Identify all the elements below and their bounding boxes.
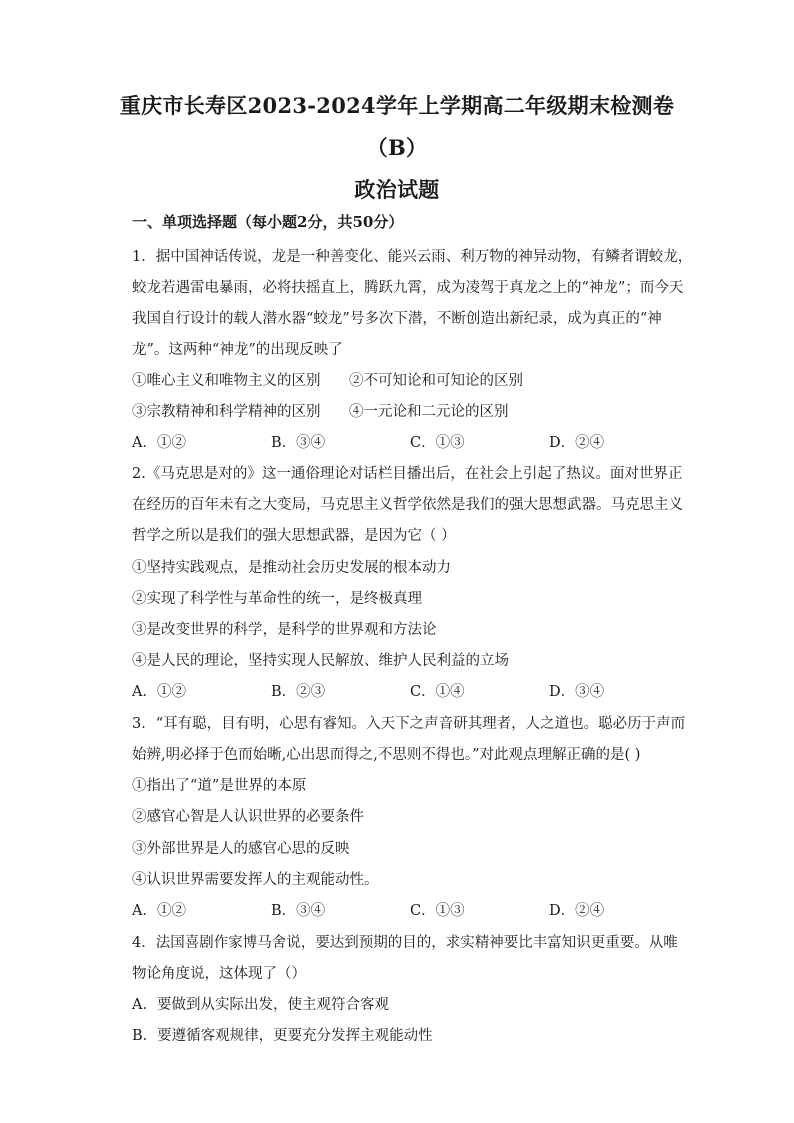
q1-item: ④一元论和二元论的区别 xyxy=(349,404,509,420)
q1-stem-line: 蛟龙若遇雷电暴雨，必将扶摇直上，腾跃九霄，成为凌驾于真龙之上的“神龙”；而今天 xyxy=(132,280,684,296)
q2-options xyxy=(132,680,692,700)
q1-items-row xyxy=(132,369,692,389)
q3-stem-line: 始辨,明必择于色而始晰,心出思而得之,不思则不得也。”对此观点理解正确的是( ) xyxy=(132,747,641,763)
q3-option-c[interactable]: C．①③ xyxy=(410,903,465,919)
q3-options xyxy=(132,899,692,919)
q1-stem-line: 龙”。这两种“神龙”的出现反映了 xyxy=(132,342,343,358)
q2-option-a[interactable]: A．①② xyxy=(132,684,186,700)
q1-options xyxy=(132,431,692,451)
q1-option-a[interactable]: A．①② xyxy=(132,435,186,451)
q4-stem-line: 物论角度说，这体现了（） xyxy=(132,966,306,982)
q3-option-a[interactable]: A．①② xyxy=(132,903,186,919)
q1-item: ③宗教精神和科学精神的区别 xyxy=(132,404,321,420)
q3-option-b[interactable]: B．③④ xyxy=(271,903,326,919)
q1-items-row xyxy=(132,400,692,420)
section-heading: 一、单项选择题（每小题2分，共50分） xyxy=(132,213,404,231)
q1-option-b[interactable]: B．③④ xyxy=(271,435,326,451)
q1-option-d[interactable]: D．②④ xyxy=(549,435,605,451)
q3-item: ④认识世界需要发挥人的主观能动性。 xyxy=(132,872,379,888)
q2-option-b[interactable]: B．②③ xyxy=(271,684,326,700)
q4-option-b[interactable]: B．要遵循客观规律，更要充分发挥主观能动性 xyxy=(132,1028,433,1044)
q1-stem-line: 我国自行设计的载人潜水器“蛟龙”号多次下潜，不断创造出新纪录，成为真正的“神 xyxy=(132,311,662,327)
q4-stem-line: 4．法国喜剧作家博马舍说，要达到预期的目的，求实精神要比丰富知识更重要。从唯 xyxy=(132,935,678,951)
exam-version: （B） xyxy=(366,135,428,160)
q2-stem-line: 哲学之所以是我们的强大思想武器，是因为它（ ） xyxy=(132,528,456,544)
exam-title: 重庆市长寿区2023-2024学年上学期高二年级期末检测卷 xyxy=(119,93,675,118)
q2-item: ③是改变世界的科学，是科学的世界观和方法论 xyxy=(132,622,437,638)
q2-item: ①坚持实践观点，是推动社会历史发展的根本动力 xyxy=(132,560,451,576)
q3-item: ①指出了“道”是世界的本原 xyxy=(132,778,307,794)
q1-item: ①唯心主义和唯物主义的区别 xyxy=(132,373,321,389)
q1-stem-line: 1．据中国神话传说，龙是一种善变化、能兴云雨、利万物的神异动物，有鳞者谓蛟龙， xyxy=(132,249,693,265)
q2-stem-line: 2.《马克思是对的》这一通俗理论对话栏目播出后，在社会上引起了热议。面对世界正 xyxy=(132,466,683,482)
exam-subject: 政治试题 xyxy=(354,177,440,202)
q2-item: ②实现了科学性与革命性的统一，是终极真理 xyxy=(132,591,422,607)
q3-item: ③外部世界是人的感官心思的反映 xyxy=(132,841,350,857)
q2-option-d[interactable]: D．③④ xyxy=(549,684,605,700)
q2-item: ④是人民的理论，坚持实现人民解放、维护人民利益的立场 xyxy=(132,653,509,669)
q2-stem-line: 在经历的百年未有之大变局，马克思主义哲学依然是我们的强大思想武器。马克思主义 xyxy=(132,497,683,513)
q3-stem-line: 3．“耳有聪，目有明，心思有睿知。入天下之声音研其理者，人之道也。聪必历于声而 xyxy=(132,716,686,732)
q3-item: ②感官心智是人认识世界的必要条件 xyxy=(132,809,364,825)
q1-item: ②不可知论和可知论的区别 xyxy=(349,373,523,389)
q3-option-d[interactable]: D．②④ xyxy=(549,903,605,919)
q2-option-c[interactable]: C．①④ xyxy=(410,684,465,700)
q4-option-a[interactable]: A．要做到从实际出发，使主观符合客观 xyxy=(132,997,389,1013)
q1-option-c[interactable]: C．①③ xyxy=(410,435,465,451)
